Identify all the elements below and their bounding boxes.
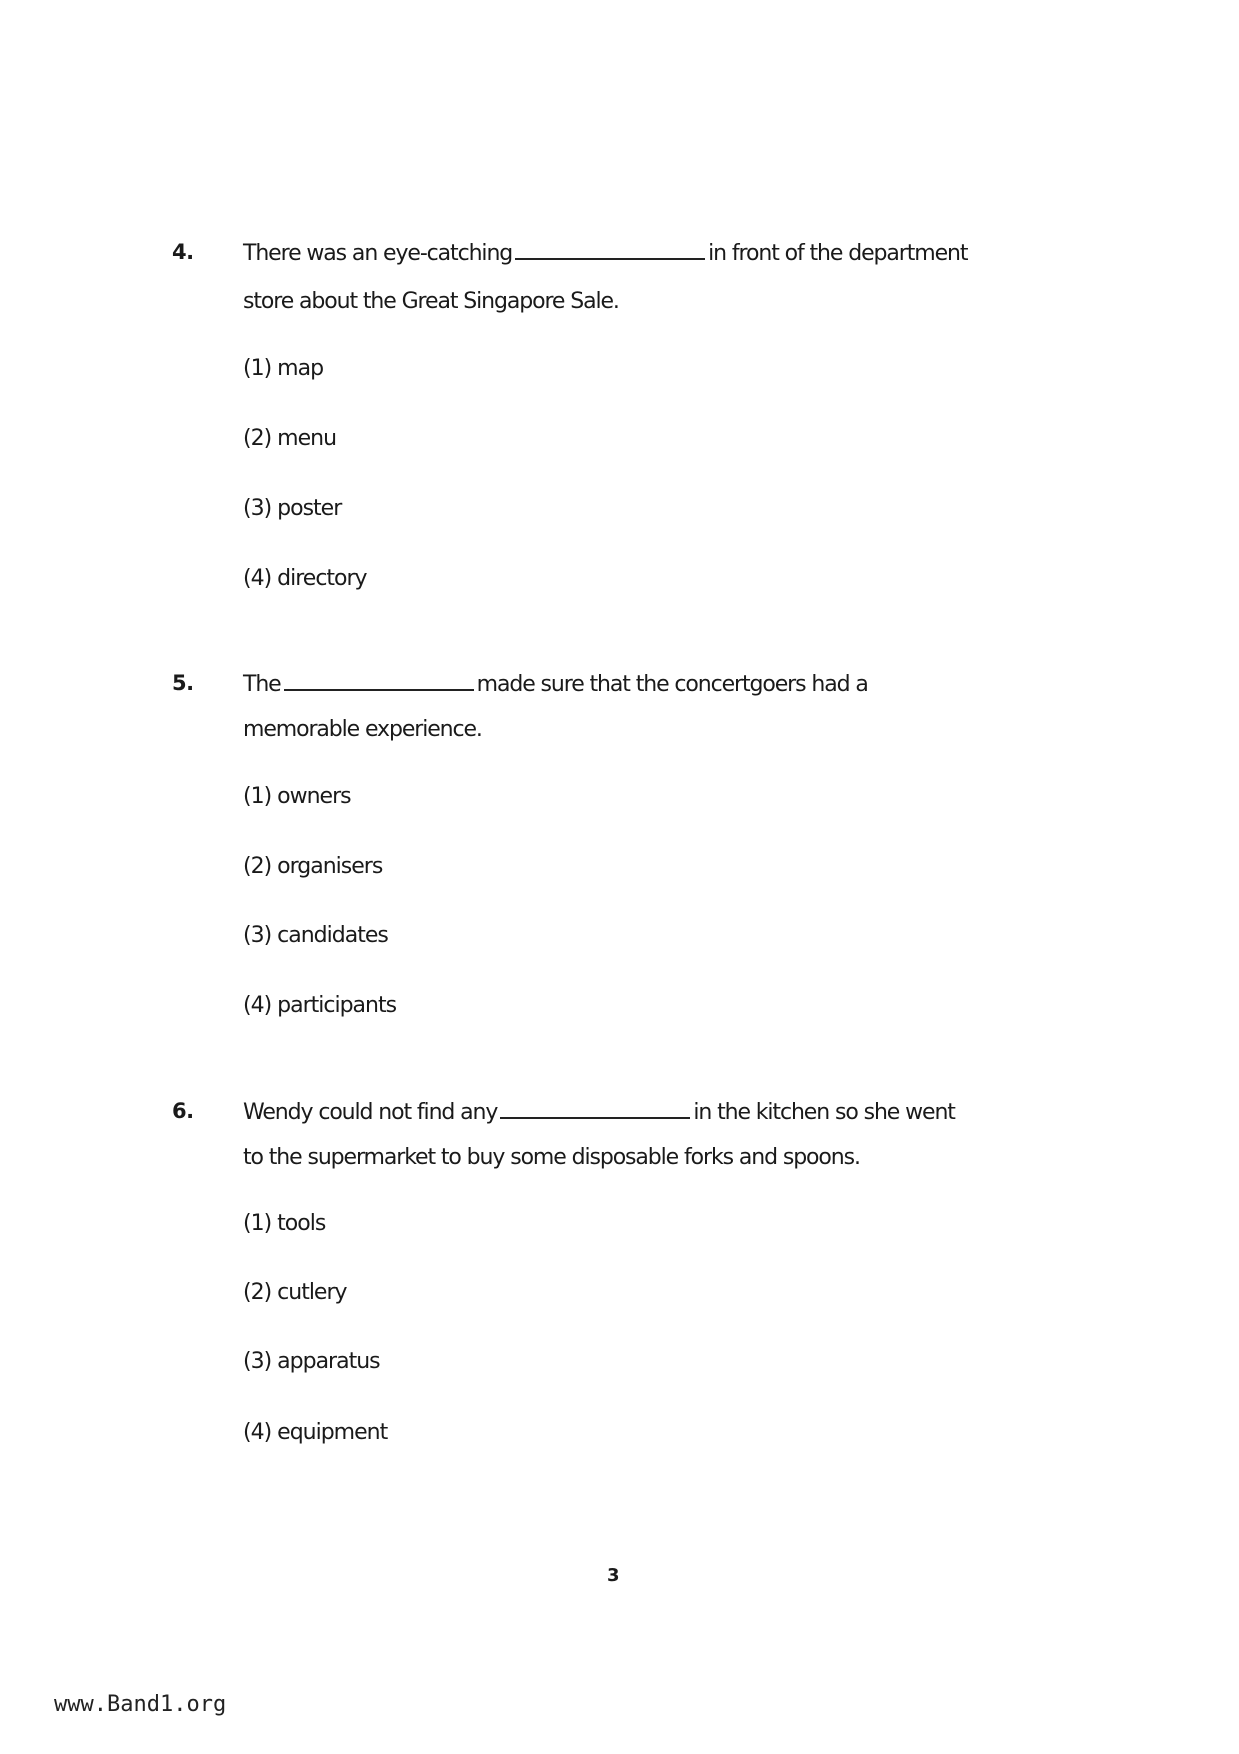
- option-1: (1) map: [243, 356, 324, 381]
- option-1: (1) owners: [243, 784, 351, 809]
- question-stem-line2: to the supermarket to buy some disposable forks and spoons.: [243, 1145, 860, 1170]
- stem-before-blank: Wendy could not find any: [243, 1100, 498, 1125]
- option-1: (1) tools: [243, 1211, 326, 1236]
- answer-blank: [515, 240, 705, 260]
- question-stem-line1: [243, 240, 967, 268]
- stem-after-blank: in front of the department: [708, 241, 968, 266]
- question-stem-line2: memorable experience.: [243, 717, 482, 742]
- stem-before-blank: The: [243, 672, 281, 697]
- stem-after-blank: made sure that the concertgoers had a: [476, 672, 868, 697]
- question-stem-line1: [243, 1099, 955, 1127]
- watermark-url: www.Band1.org: [54, 1692, 227, 1717]
- stem-before-blank: There was an eye-catching: [243, 241, 513, 266]
- option-3: (3) apparatus: [243, 1349, 380, 1374]
- option-4: (4) equipment: [243, 1420, 388, 1445]
- option-2: (2) cutlery: [243, 1280, 347, 1305]
- option-2: (2) organisers: [243, 854, 383, 879]
- option-4: (4) participants: [243, 993, 397, 1018]
- answer-blank: [284, 671, 474, 691]
- option-2: (2) menu: [243, 426, 337, 451]
- option-3: (3) candidates: [243, 923, 388, 948]
- answer-blank: [500, 1099, 690, 1119]
- option-4: (4) directory: [243, 566, 367, 591]
- question-stem-line2: store about the Great Singapore Sale.: [243, 289, 619, 314]
- page-number: 3: [607, 1565, 620, 1586]
- question-number: 5.: [172, 671, 194, 695]
- question-number: 6.: [172, 1099, 194, 1123]
- stem-after-blank: in the kitchen so she went: [693, 1100, 955, 1125]
- question-number: 4.: [172, 240, 194, 264]
- option-3: (3) poster: [243, 496, 342, 521]
- question-stem-line1: [243, 671, 868, 699]
